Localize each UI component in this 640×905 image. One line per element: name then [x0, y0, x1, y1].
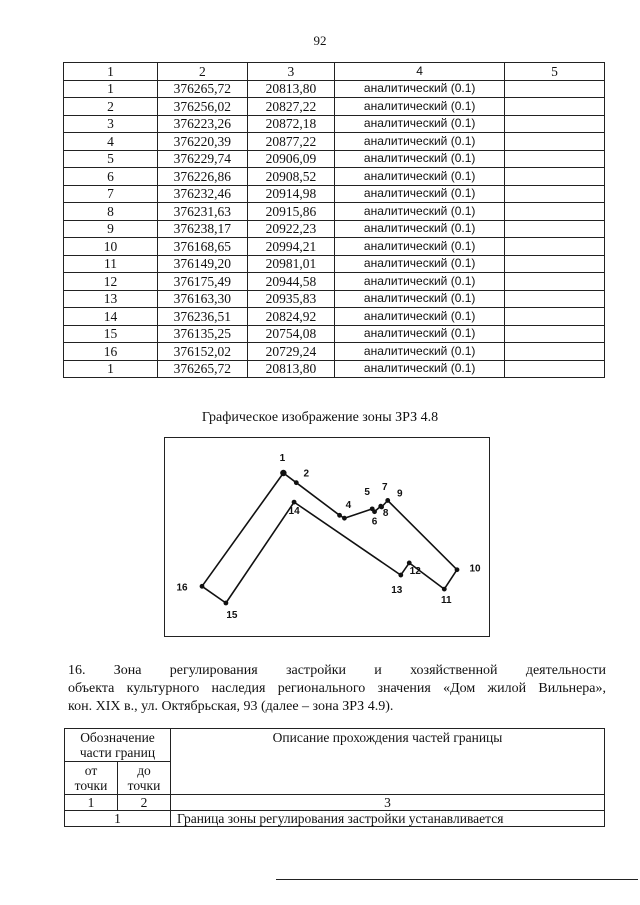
- coordinates-table: [63, 62, 605, 378]
- boundary-point-label: 8: [382, 507, 389, 519]
- table-cell: аналитический (0.1): [335, 220, 505, 238]
- table-cell: 20754,08: [247, 325, 335, 343]
- boundary-point-marker: [407, 561, 412, 566]
- table-cell: аналитический (0.1): [335, 150, 505, 168]
- boundary-point-label: 5: [364, 486, 370, 498]
- part-number: 1: [65, 811, 171, 827]
- table-cell: 376256,02: [158, 98, 248, 116]
- table-cell: аналитический (0.1): [335, 325, 505, 343]
- table-cell: 376223,26: [158, 115, 248, 133]
- table-cell: 376168,65: [158, 238, 248, 256]
- table-cell: 3: [247, 63, 335, 81]
- table-cell: аналитический (0.1): [335, 273, 505, 291]
- table-cell: [505, 360, 605, 378]
- table-cell: [505, 238, 605, 256]
- boundary-point-label: 11: [441, 595, 452, 607]
- table-cell: [505, 220, 605, 238]
- boundary-point-marker: [455, 567, 460, 572]
- table-cell: 376231,63: [158, 203, 248, 221]
- table-cell: 20813,80: [247, 80, 335, 98]
- part-description: Граница зоны регулирования застройки устанавливается: [171, 811, 605, 827]
- description-header: Описание прохождения частей границы: [171, 729, 605, 795]
- table-cell: [505, 168, 605, 186]
- table-cell: 1: [64, 80, 158, 98]
- table-cell: аналитический (0.1): [335, 115, 505, 133]
- table-cell: 9: [64, 220, 158, 238]
- table-cell: 20914,98: [247, 185, 335, 203]
- table-cell: аналитический (0.1): [335, 343, 505, 361]
- boundary-point-label: 14: [288, 506, 300, 518]
- table-cell: 20994,21: [247, 238, 335, 256]
- table-cell: 10: [64, 238, 158, 256]
- table-cell: 376175,49: [158, 273, 248, 291]
- figure-caption: Графическое изображение зоны ЗРЗ 4.8: [201, 410, 439, 425]
- table-row: [64, 150, 605, 168]
- table-cell: 376229,74: [158, 150, 248, 168]
- boundary-point-label: 15: [226, 610, 238, 621]
- table-row: [64, 80, 605, 98]
- table-cell: 5: [505, 63, 605, 81]
- table-cell: 1: [64, 63, 158, 81]
- table-cell: 376220,39: [158, 133, 248, 151]
- table-cell: 20944,58: [247, 273, 335, 291]
- boundary-point-marker: [337, 513, 342, 518]
- table-cell: 376238,17: [158, 220, 248, 238]
- table-cell: 376149,20: [158, 255, 248, 273]
- table-cell: 4: [64, 133, 158, 151]
- boundary-point-label: 1: [279, 453, 286, 464]
- boundary-point-marker: [294, 480, 299, 485]
- table-cell: 20935,83: [247, 290, 335, 308]
- boundary-point-marker: [398, 573, 403, 578]
- boundary-point-label: 16: [176, 582, 188, 594]
- table-cell: аналитический (0.1): [335, 80, 505, 98]
- table-cell: 376226,86: [158, 168, 248, 186]
- table-cell: 13: [64, 290, 158, 308]
- table-cell: 2: [158, 63, 248, 81]
- zone-boundary: [202, 473, 457, 603]
- table-cell: 11: [64, 255, 158, 273]
- table-row: [64, 273, 605, 291]
- table-cell: 20906,09: [247, 150, 335, 168]
- boundary-point-label: 10: [469, 563, 481, 575]
- boundary-point-marker: [372, 509, 377, 514]
- table-row: [64, 168, 605, 186]
- boundary-point-label: 6: [371, 516, 378, 528]
- table-cell: [505, 308, 605, 326]
- table-cell: аналитический (0.1): [335, 203, 505, 221]
- table-cell: 20981,01: [247, 255, 335, 273]
- table-row: [64, 238, 605, 256]
- table-cell: 376265,72: [158, 360, 248, 378]
- table-cell: [505, 255, 605, 273]
- column-number: 3: [171, 795, 605, 811]
- paragraph-line: кон. XIX в., ул. Октябрьская, 93 (далее – зона ЗРЗ 4.9).: [68, 699, 394, 714]
- table-cell: 20827,22: [247, 98, 335, 116]
- table-cell: 5: [64, 150, 158, 168]
- table-cell: [505, 325, 605, 343]
- table-cell: аналитический (0.1): [335, 255, 505, 273]
- boundary-point-marker: [280, 470, 286, 476]
- table-cell: 3: [64, 115, 158, 133]
- table-cell: [505, 98, 605, 116]
- boundary-point-label: 7: [381, 482, 388, 494]
- table-cell: [505, 150, 605, 168]
- table-cell: [505, 80, 605, 98]
- table-cell: аналитический (0.1): [335, 168, 505, 186]
- table-cell: 8: [64, 203, 158, 221]
- table-cell: аналитический (0.1): [335, 185, 505, 203]
- table-cell: 1: [64, 360, 158, 378]
- table-row: [64, 360, 605, 378]
- boundary-point-label: 4: [345, 500, 352, 512]
- table-row: [64, 203, 605, 221]
- table-cell: 376152,02: [158, 343, 248, 361]
- table-row: [64, 290, 605, 308]
- boundary-point-label: 12: [409, 565, 421, 577]
- from-point-header: от точки: [65, 762, 118, 795]
- table-cell: аналитический (0.1): [335, 290, 505, 308]
- table-cell: аналитический (0.1): [335, 98, 505, 116]
- table-cell: 20824,92: [247, 308, 335, 326]
- table-header-row: [64, 63, 605, 81]
- designation-header: Обозначение части границ: [65, 729, 171, 762]
- table-cell: 20872,18: [247, 115, 335, 133]
- table-cell: аналитический (0.1): [335, 133, 505, 151]
- table-cell: аналитический (0.1): [335, 308, 505, 326]
- table-cell: аналитический (0.1): [335, 360, 505, 378]
- table-cell: [505, 115, 605, 133]
- table-row: [64, 343, 605, 361]
- table-cell: 376265,72: [158, 80, 248, 98]
- table-cell: [505, 273, 605, 291]
- zone-paragraph: [68, 662, 606, 716]
- table-row: [64, 115, 605, 133]
- zone-diagram-svg: [165, 438, 491, 638]
- boundary-point-marker: [292, 500, 297, 505]
- table-row: [64, 308, 605, 326]
- table-cell: [505, 185, 605, 203]
- column-number: 1: [65, 795, 118, 811]
- table-row: [64, 325, 605, 343]
- table-cell: 14: [64, 308, 158, 326]
- table-cell: аналитический (0.1): [335, 238, 505, 256]
- page-number: 92: [313, 33, 327, 48]
- table-cell: 376236,51: [158, 308, 248, 326]
- paragraph-line: 16. Зона регулирования застройки и хозяйственной деятельности: [68, 663, 606, 678]
- table-row: [64, 185, 605, 203]
- table-cell: 20908,52: [247, 168, 335, 186]
- column-number: 2: [118, 795, 171, 811]
- table-cell: 16: [64, 343, 158, 361]
- border-description-table: [64, 728, 605, 827]
- boundary-point-marker: [342, 516, 347, 521]
- to-point-header: до точки: [118, 762, 171, 795]
- table-cell: [505, 343, 605, 361]
- table-row: [64, 98, 605, 116]
- table-cell: 6: [64, 168, 158, 186]
- bottom-rule: [276, 879, 638, 880]
- table-cell: 20813,80: [247, 360, 335, 378]
- table-cell: 12: [64, 273, 158, 291]
- table-cell: 20877,22: [247, 133, 335, 151]
- table-cell: 4: [335, 63, 505, 81]
- table-cell: 20922,23: [247, 220, 335, 238]
- boundary-point-marker: [224, 601, 229, 606]
- table-cell: 7: [64, 185, 158, 203]
- boundary-point-label: 13: [391, 585, 403, 597]
- table-cell: [505, 133, 605, 151]
- table-row: [64, 133, 605, 151]
- boundary-point-label: 2: [303, 468, 310, 480]
- paragraph-line: объекта культурного наследия регионального значения «Дом жилой Вильнера»,: [68, 681, 606, 696]
- table-cell: 20729,24: [247, 343, 335, 361]
- table-cell: 15: [64, 325, 158, 343]
- boundary-point-label: 9: [396, 488, 403, 500]
- table-cell: [505, 290, 605, 308]
- boundary-point-marker: [200, 584, 205, 589]
- table-cell: 2: [64, 98, 158, 116]
- table-cell: 376232,46: [158, 185, 248, 203]
- table-cell: 20915,86: [247, 203, 335, 221]
- zone-diagram: [164, 437, 490, 637]
- table-row: [64, 255, 605, 273]
- table-row: [64, 220, 605, 238]
- table-cell: 376135,25: [158, 325, 248, 343]
- table-cell: 376163,30: [158, 290, 248, 308]
- boundary-point-marker: [385, 498, 390, 503]
- table-cell: [505, 203, 605, 221]
- boundary-point-marker: [442, 587, 447, 592]
